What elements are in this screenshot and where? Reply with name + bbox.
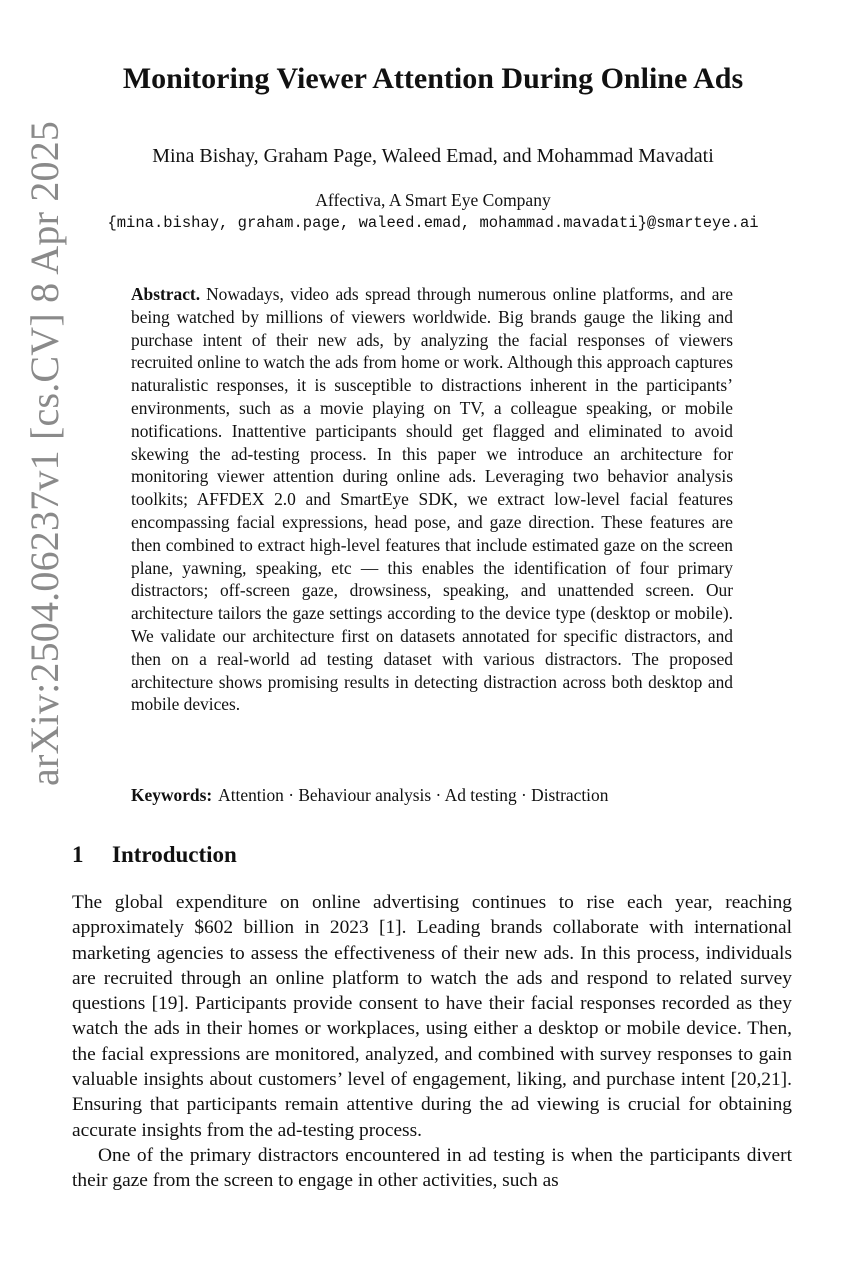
keywords: [131, 784, 733, 807]
keywords-label: Keywords:: [131, 785, 213, 805]
section-number: 1: [72, 842, 84, 867]
abstract-text: Nowadays, video ads spread through numerous online platforms, and are being watched by millions of viewers worldwide. Big brands gauge the liking and purchase intent of their new ads, by analyzing the facial responses of viewers recruited online to watch the ads from home or work. Although this approach captures naturalistic responses, it is susceptible to distractions inherent in the participants’ environments, such as a movie playing on TV, a colleague speaking, or mobile notifications. Inattentive participants should get flagged and eliminated to avoid skewing the ad-testing process. In this paper we introduce an architecture for monitoring viewer attention during online ads. Leveraging two behavior analysis toolkits; AFFDEX 2.0 and SmartEye SDK, we extract low-level facial features encompassing facial expressions, head pose, and gaze direction. These features are then combined to extract high-level features that include estimated gaze on the screen plane, yawning, speaking, etc — this enables the identification of four primary distractors; off-screen gaze, drowsiness, speaking, and unattended screen. Our architecture tailors the gaze settings according to the device type (desktop or mobile). We validate our architecture first on datasets annotated for specific distractors, and then on a real-world ad testing dataset with various distractors. The proposed architecture shows promising results in detecting distraction across both desktop and mobile devices.: [131, 284, 733, 715]
section-title: Introduction: [112, 842, 237, 867]
abstract-label: Abstract.: [131, 284, 201, 304]
paragraph: One of the primary distractors encountered in ad testing is when the participants divert their gaze from the screen to engage in other activities, such as: [72, 1144, 792, 1192]
author-list: Mina Bishay, Graham Page, Waleed Emad, and Mohammad Mavadati: [152, 145, 714, 167]
introduction-body: [72, 890, 792, 1194]
paragraph: The global expenditure on online advertising continues to rise each year, reaching approximately $602 billion in 2023 [1]. Leading brands collaborate with international marketing agencies to assess the effectiveness of their new ads. In this process, individuals are recruited through an online platform to watch the ads and respond to related survey questions [19]. Participants provide consent to have their facial responses recorded as they watch the ads in their homes or workplaces, using either a desktop or mobile device. Then, the facial expressions are monitored, analyzed, and combined with survey responses to gain valuable insights about customers’ level of engagement, liking, and purchase intent [20,21]. Ensuring that participants remain attentive during the ad viewing is crucial for obtaining accurate insights from the ad-testing process.: [72, 892, 792, 1141]
affiliation: Affectiva, A Smart Eye Company: [315, 190, 551, 210]
abstract: [131, 283, 733, 716]
section-heading-introduction: [72, 842, 794, 868]
paper-title: Monitoring Viewer Attention During Online Ads: [122, 62, 744, 95]
author-emails: {mina.bishay, graham.page, waleed.emad, mohammad.mavadati}@smarteye.ai: [107, 214, 759, 232]
arxiv-identifier-stamp: arXiv:2504.06237v1 [cs.CV] 8 Apr 2025: [22, 120, 67, 786]
keywords-text: Attention · Behaviour analysis · Ad testing · Distraction: [218, 785, 609, 805]
